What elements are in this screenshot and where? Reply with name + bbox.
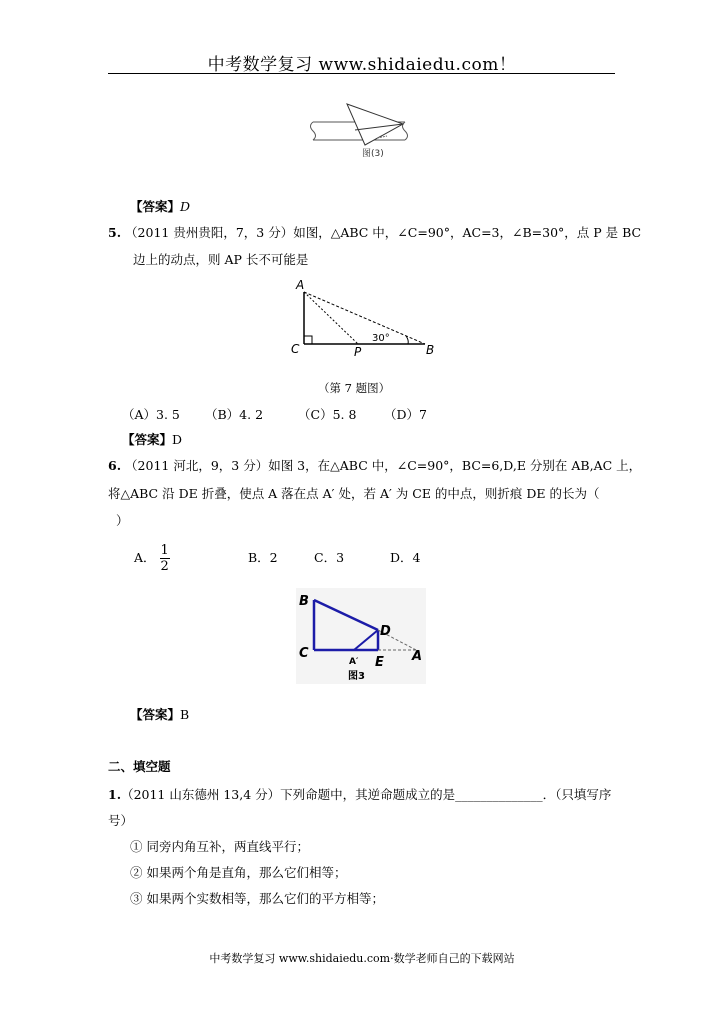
fraction-numerator: 1 [160,543,169,558]
fraction-denominator: 2 [160,559,169,574]
figure-background [296,588,426,684]
q6-text-2: 将△ABC 沿 DE 折叠，使点 A 落在点 A′ 处，若 A′ 为 CE 的中点，则折痕 DE 的长为（ [108,486,600,501]
q6-option-d: D．4 [390,550,421,565]
q6-text-3: ） [116,513,129,528]
fraction-one-half [160,543,170,574]
fill1-line1 [108,787,611,803]
q6-option-b: B．2 [248,550,278,565]
label-B: B [299,594,309,609]
label-E: E [375,655,384,670]
fill1-item-2: ② 如果两个角是直角，那么它们相等； [130,865,347,880]
q5-option-d: （D）7 [384,407,427,422]
angle-b-arc [406,336,408,344]
strip-left-break [311,122,316,140]
label-C: C [291,342,300,356]
folded-triangle [347,104,403,145]
q5-number: 5. [108,225,122,240]
q5-answer [122,432,182,448]
q5-option-b: （B）4. 2 [205,407,264,422]
q6-figure-caption: 图3 [348,671,365,682]
answer-value: B [180,707,190,722]
answer-value: D [172,432,183,447]
q5-text-1: （2011 贵州贵阳，7，3 分）如图，△ABC 中，∠C=90°，AC=3，∠B=30°，点 P 是 BC [125,225,642,240]
q6-fold-figure [296,588,426,684]
q6-option-a [134,540,170,576]
q6-option-c: C．3 [314,550,345,565]
label-30deg: 30° [372,333,390,344]
section-title: 二、填空题 [108,759,171,774]
page-footer: 中考数学复习 www.shidaiedu.com·数学老师自己的下载网站 [209,952,515,965]
q6-text-1: （2011 河北，9，3 分）如图 3，在△ABC 中，∠C=90°，BC=6,D,E 分别在 AB,AC 上， [125,458,642,473]
fill1-text-1: （2011 山东德州 13,4 分）下列命题中，其逆命题成立的是______________．（只填写序 [121,787,612,802]
q6-number: 6. [108,458,122,473]
strip-right-break [403,122,408,140]
label-A-prime: A′ [349,657,359,667]
answer-4 [130,199,190,215]
label-A: A [412,649,423,664]
fill1-item-1: ① 同旁内角互补，两直线平行； [130,839,309,854]
side-AB [304,292,425,344]
label-A: A [296,278,305,292]
fill1-number: 1. [108,787,122,802]
answer-label: 【答案】 [130,199,181,214]
q6-answer [130,707,189,723]
answer-label: 【答案】 [122,432,173,447]
label-D: D [380,624,391,639]
q5-text-2: 边上的动点，则 AP 长不可能是 [133,252,309,267]
label-C: C [299,646,309,661]
page-header-title: 中考数学复习 www.shidaiedu.com！ [207,55,517,75]
q6-line1 [108,458,641,474]
label-P: P [354,345,362,356]
q5-figure-caption: （第 7 题图） [318,381,391,395]
figure-3-caption: 图(3) [362,149,384,159]
figure-3-fold-diagram [305,100,415,162]
fill1-item-3: ③ 如果两个实数相等，那么它们的平方相等； [130,891,384,906]
q5-triangle-figure [290,276,440,356]
answer-value: D [180,199,191,214]
label-B: B [426,343,435,356]
q6-option-a-label: A． [134,550,156,565]
q5-option-c: （C）5. 8 [298,407,357,422]
answer-label: 【答案】 [130,707,181,722]
right-angle-mark [304,336,312,344]
header-rule [108,73,615,74]
fill1-text-2: 号） [108,813,134,828]
q5-line1 [108,225,641,241]
q5-option-a: （A）3. 5 [122,407,180,422]
